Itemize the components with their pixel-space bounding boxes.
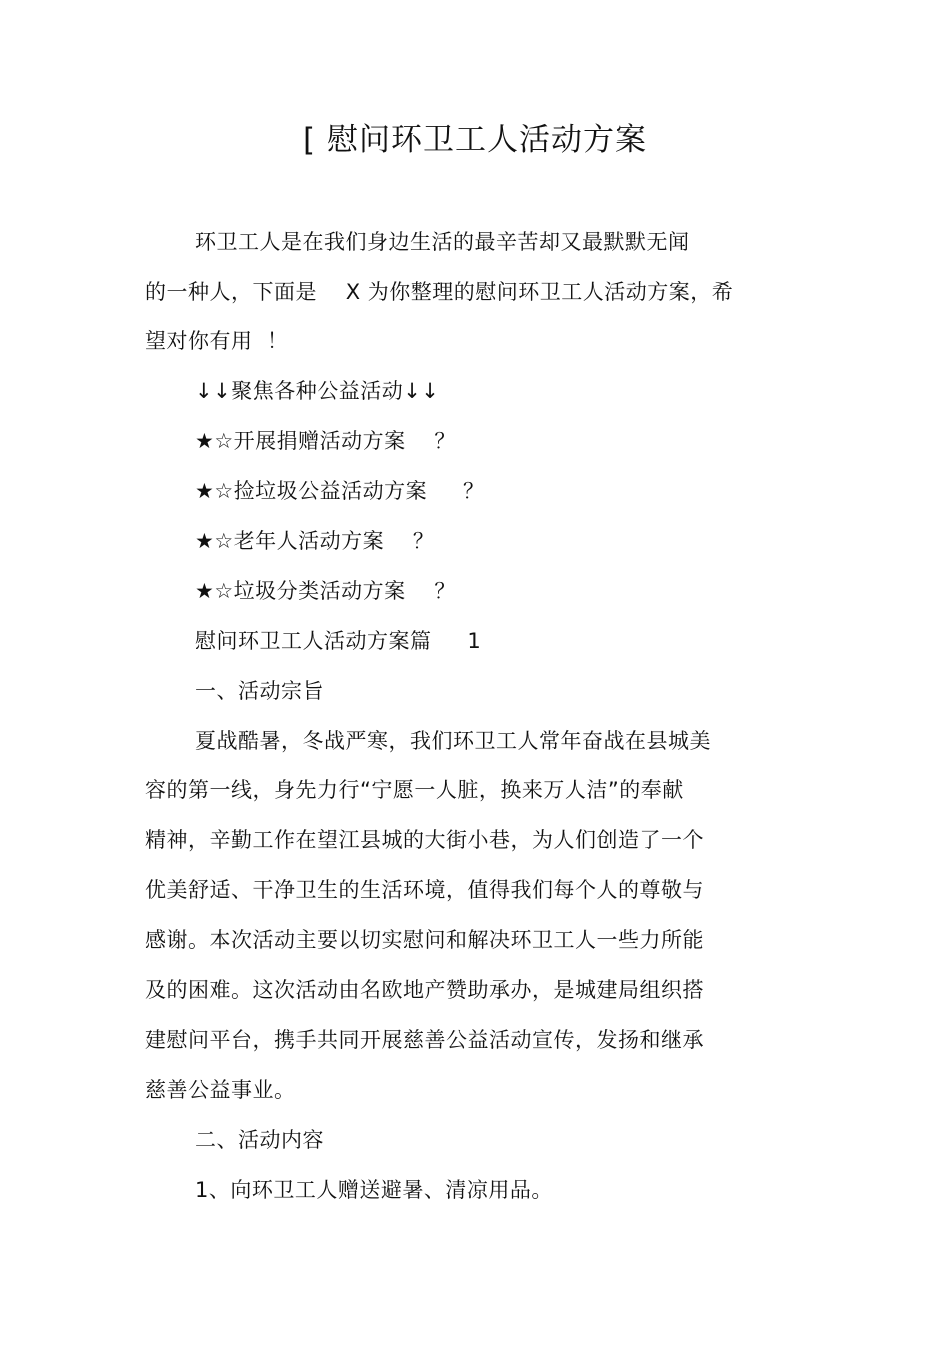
purpose-line-5: 感谢。本次活动主要以切实慰问和解决环卫工人一些力所能 xyxy=(145,928,704,952)
purpose-line-1: 夏战酷暑，冬战严寒，我们环卫工人常年奋战在县城美 xyxy=(195,729,711,753)
content-item-1: 1、向环卫工人赠送避暑、清凉用品。 xyxy=(195,1178,553,1202)
related-link-4[interactable]: ★☆垃圾分类活动方案 ？ xyxy=(195,579,456,603)
section-title: 慰问环卫工人活动方案篇 1 xyxy=(195,629,482,653)
purpose-line-4: 优美舒适、干净卫生的生活环境，值得我们每个人的尊敬与 xyxy=(145,878,704,902)
related-link-3[interactable]: ★☆老年人活动方案 ？ xyxy=(195,529,435,553)
related-link-1[interactable]: ★☆开展捐赠活动方案 ？ xyxy=(195,429,456,453)
focus-heading: ↓↓聚焦各种公益活动↓↓ xyxy=(195,379,440,403)
related-link-2[interactable]: ★☆捡垃圾公益活动方案 ？ xyxy=(195,479,485,503)
purpose-line-8: 慈善公益事业。 xyxy=(145,1078,296,1102)
purpose-line-2: 容的第一线，身先力行“宁愿一人脏，换来万人洁”的奉献 xyxy=(145,778,684,802)
purpose-line-6: 及的困难。这次活动由名欧地产赞助承办，是城建局组织搭 xyxy=(145,978,704,1002)
document-title: [ 慰问环卫工人活动方案 xyxy=(303,122,647,158)
intro-line-1: 环卫工人是在我们身边生活的最辛苦却又最默默无闻 xyxy=(195,230,690,254)
purpose-line-3: 精神，辛勤工作在望江县城的大街小巷，为人们创造了一个 xyxy=(145,828,704,852)
intro-line-2: 的一种人，下面是 X 为你整理的慰问环卫工人活动方案，希 xyxy=(145,280,734,304)
purpose-line-7: 建慰问平台，携手共同开展慈善公益活动宣传，发扬和继承 xyxy=(145,1028,704,1052)
heading-content: 二、活动内容 xyxy=(195,1128,324,1152)
heading-purpose: 一、活动宗旨 xyxy=(195,679,324,703)
intro-line-3: 望对你有用 ！ xyxy=(145,329,289,353)
